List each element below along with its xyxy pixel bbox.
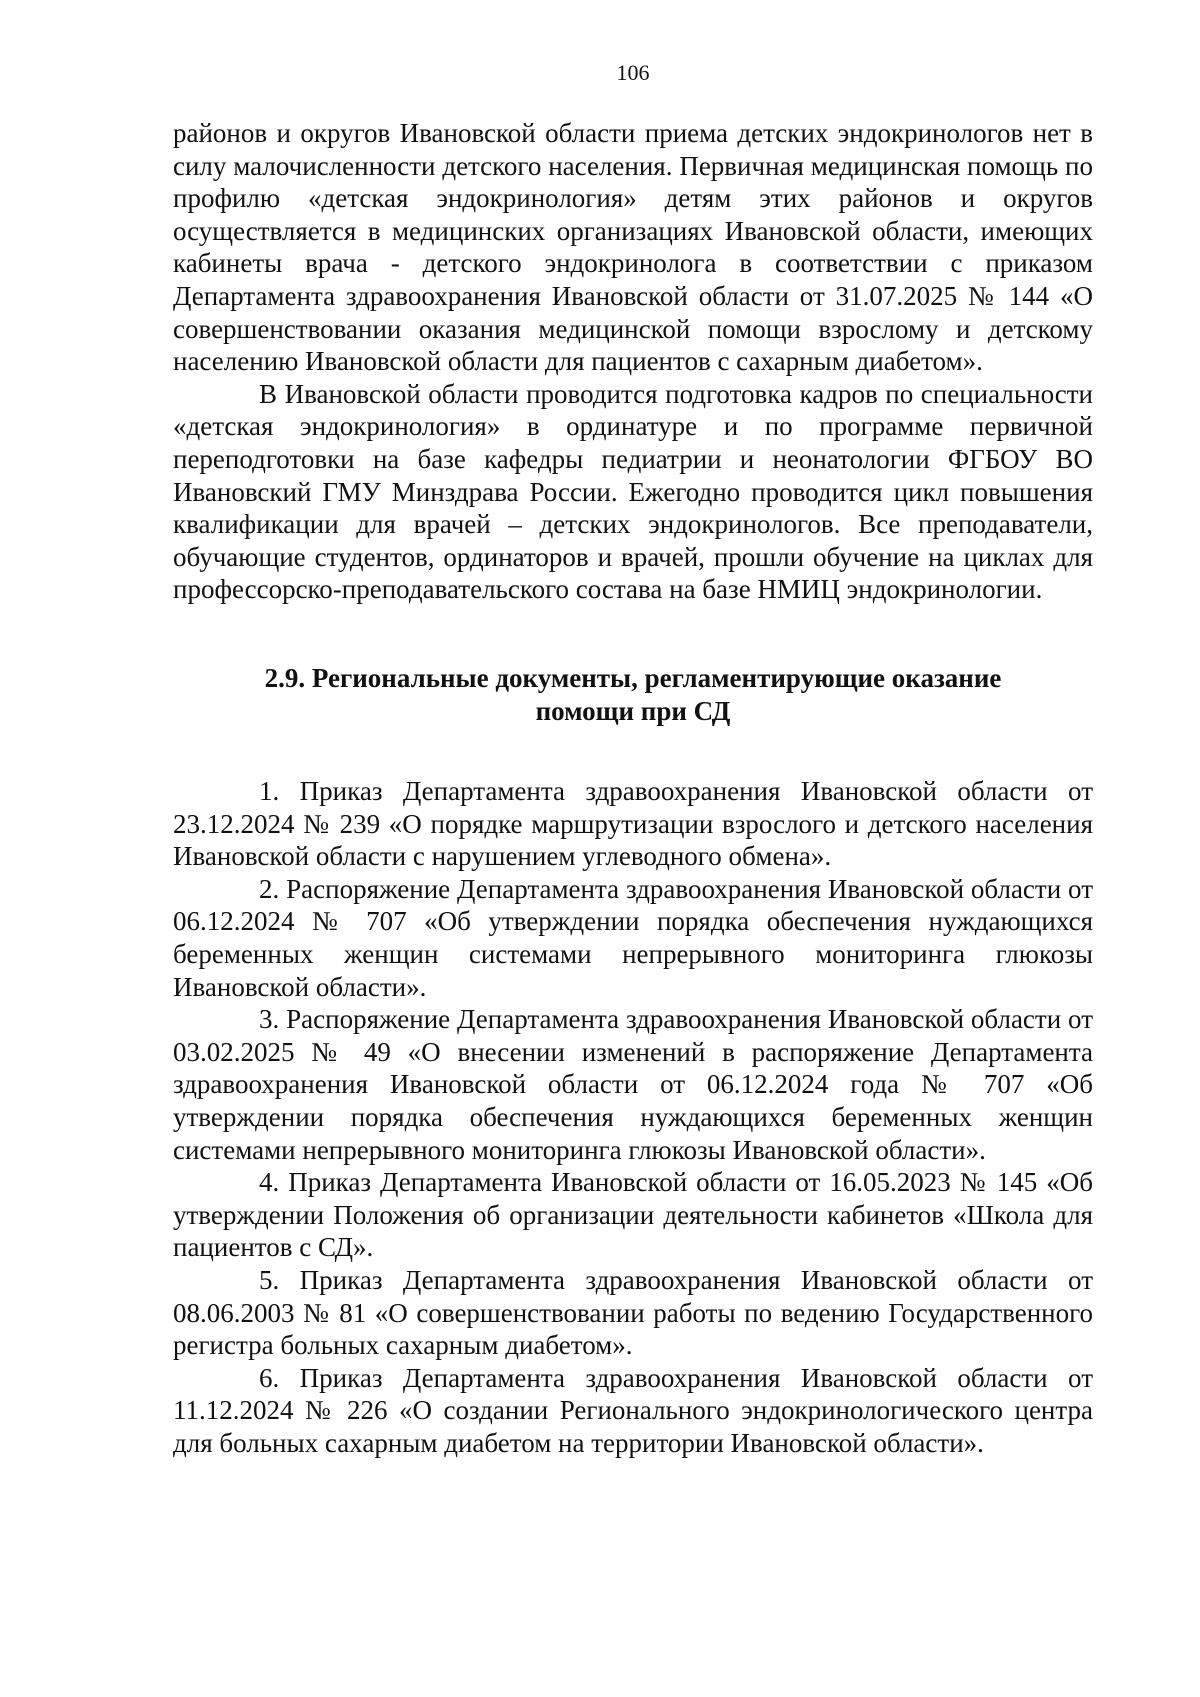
list-item: 6. Приказ Департамента здравоохранения Ивановской области от 11.12.2024 № 226 «О создании Регионального эндокринологического центра для больных сахарным диабетом на территории Ивановской области». [173,1362,1093,1458]
body-paragraph: районов и округов Ивановской области приема детских эндокринологов нет в силу малочисленности детского населения. Первичная медицинская помощь по профилю «детская эндокринология» детям этих районов и округов осуществляется в медицинских организациях Ивановской области, имеющих кабинеты врача - детского эндокринолога в соответствии с приказом Департамента здравоохранения Ивановской области от 31.07.2025 № 144 «О совершенствовании оказания медицинской помощи взрослому и детскому населению Ивановской области для пациентов с сахарным диабетом». [173,118,1093,377]
list-item: 5. Приказ Департамента здравоохранения Ивановской области от 08.06.2003 № 81 «О совершенствовании работы по ведению Государственного регистра больных сахарным диабетом». [173,1265,1093,1361]
list-item: 3. Распоряжение Департамента здравоохранения Ивановской области от 03.02.2025 № 49 «О внесении изменений в распоряжение Департамента здравоохранения Ивановской области от 06.12.2024 года № 707 «Об утверждении порядка обеспечения нуждающихся беременных женщин системами непрерывного мониторинга глюкозы Ивановской области». [173,1004,1093,1165]
list-item: 4. Приказ Департамента Ивановской области от 16.05.2023 № 145 «Об утверждении Положения об организации деятельности кабинетов «Школа для пациентов с СД». [173,1167,1093,1263]
section-heading: 2.9. Региональные документы, регламентирующие оказание помощи при СД [264,662,1002,726]
page-number: 106 [616,60,650,85]
document-body [173,117,1093,1460]
documents-list [173,775,1093,1459]
list-item: 2. Распоряжение Департамента здравоохранения Ивановской области от 06.12.2024 № 707 «Об утверждении порядка обеспечения нуждающихся беременных женщин системами непрерывного мониторинга глюкозы Ивановской области». [173,873,1093,1002]
list-item: 1. Приказ Департамента здравоохранения Ивановской области от 23.12.2024 № 239 «О порядке маршрутизации взрослого и детского населения Ивановской области с нарушением углеводного обмена». [173,776,1093,872]
body-paragraph: В Ивановской области проводится подготовка кадров по специальности «детская эндокринология» в ординатуре и по программе первичной переподготовки на базе кафедры педиатрии и неонатологии ФГБОУ ВО Ивановский ГМУ Минздрава России. Ежегодно проводится цикл повышения квалификации для врачей – детских эндокринологов. Все преподаватели, обучающие студентов, ординаторов и врачей, прошли обучение на циклах для профессорско-преподавательского состава на базе НМИЦ эндокринологии. [173,378,1093,605]
